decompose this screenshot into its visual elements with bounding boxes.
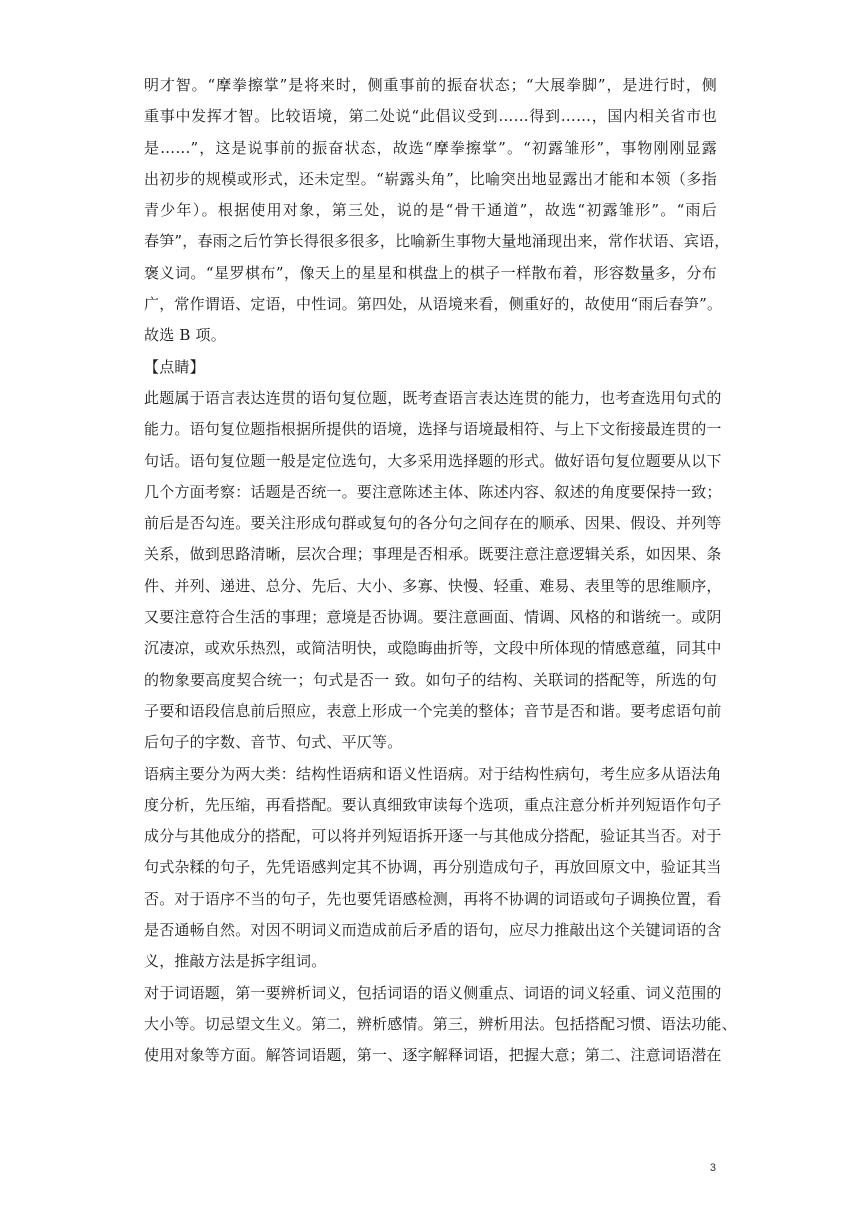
text-line: 子要和语段信息前后照应，表意上形成一个完美的整体；音节是否和谐。要考虑语句前 <box>144 701 722 720</box>
text-line: 褒义词。“星罗棋布”，像天上的星星和棋盘上的棋子一样散布着，形容数量多，分布 <box>144 263 717 282</box>
text-line: 明才智。“摩拳擦掌”是将来时，侧重事前的振奋状态；“大展拳脚”，是进行时，侧 <box>144 76 717 94</box>
text-line: 义，推敲方法是拆字组词。 <box>144 952 327 971</box>
text-line: 此题属于语言表达连贯的语句复位题，既考查语言表达连贯的能力，也考查选用句式的 <box>144 388 722 407</box>
text-line: 广，常作谓语、定语，中性词。第四处，从语境来看，侧重好的，故使用“雨后春笋”。 <box>144 295 723 314</box>
text-line: 能力。语句复位题指根据所提供的语境，选择与语境最相符、与上下文衔接最连贯的一 <box>144 420 722 439</box>
text-line: 语病主要分为两大类：结构性语病和语义性语病。对于结构性病句，考生应多从语法角 <box>144 764 722 783</box>
text-line: 是否通畅自然。对因不明词义而造成前后矛盾的语句，应尽力推敲出这个关键词语的含 <box>144 921 722 940</box>
text-line: 否。对于语序不当的句子，先也要凭语感检测，再将不协调的词语或句子调换位置，看 <box>144 889 722 908</box>
text-line: 度分析，先压缩，再看搭配。要认真细致审读每个选项，重点注意分析并列短语作句子 <box>144 795 722 814</box>
text-line: 沉凄凉，或欢乐热烈，或简洁明快，或隐晦曲折等，文段中所体现的情感意蕴，同其中 <box>144 639 722 658</box>
text-line: 重事中发挥才智。比较语境，第二处说“此倡议受到……得到……，国内相关省市也 <box>144 107 717 126</box>
text-line: 关系，做到思路清晰，层次合理；事理是否相承。既要注意注意逻辑关系，如因果、条 <box>144 545 722 564</box>
text-line: 前后是否勾连。要关注形成句群或复句的各分句之间存在的顺承、因果、假设、并列等 <box>144 514 722 533</box>
page-number: 3 <box>709 1162 716 1174</box>
text-line: 对于词语题，第一要辨析词义，包括词语的语义侧重点、词语的词义轻重、词义范围的 <box>144 983 722 1002</box>
text-line: 句式杂糅的句子，先凭语感判定其不协调，再分别造成句子，再放回原文中，验证其当 <box>144 858 722 877</box>
text-line: 出初步的规模或形式，还未定型。“崭露头角”，比喻突出地显露出才能和本领（多指 <box>144 169 717 188</box>
text-line: 成分与其他成分的搭配，可以将并列短语拆开逐一与其他成分搭配，验证其当否。对于 <box>144 827 722 846</box>
text-line: 句话。语句复位题一般是定位选句，大多采用选择题的形式。做好语句复位题要从以下 <box>144 451 722 470</box>
text-line: 大小等。切忌望文生义。第二，辨析感情。第三，辨析用法。包括搭配习惯、语法功能、 <box>144 1014 737 1033</box>
text-line: 后句子的字数、音节、句式、平仄等。 <box>144 733 403 752</box>
text-line: 又要注意符合生活的事理；意境是否协调。要注意画面、情调、风格的和谐统一。或阴 <box>144 608 722 627</box>
document-body <box>144 70 737 1072</box>
text-line: 几个方面考察：话题是否统一。要注意陈述主体、陈述内容、叙述的角度要保持一致； <box>144 482 722 501</box>
text-line: 件、并列、递进、总分、先后、大小、多寡、快慢、轻重、难易、表里等的思维顺序， <box>144 576 722 595</box>
text-line: 【点睛】 <box>144 357 205 376</box>
text-line: 使用对象等方面。解答词语题，第一、逐字解释词语，把握大意；第二、注意词语潜在 <box>144 1046 722 1065</box>
text-line: 故选 B 项。 <box>144 326 226 345</box>
text-line: 是……”，这是说事前的振奋状态，故选“摩拳擦掌”。“初露雏形”，事物刚刚显露 <box>144 138 717 157</box>
text-line: 春笋”，春雨之后竹笋长得很多很多，比喻新生事物大量地涌现出来，常作状语、宾语， <box>144 232 730 251</box>
text-line: 的物象要高度契合统一；句式是否一 致。如句子的结构、关联词的搭配等，所选的句 <box>144 670 717 689</box>
text-line: 青少年）。根据使用对象，第三处，说的是“骨干通道”，故选“初露雏形”。“雨后 <box>144 201 717 220</box>
